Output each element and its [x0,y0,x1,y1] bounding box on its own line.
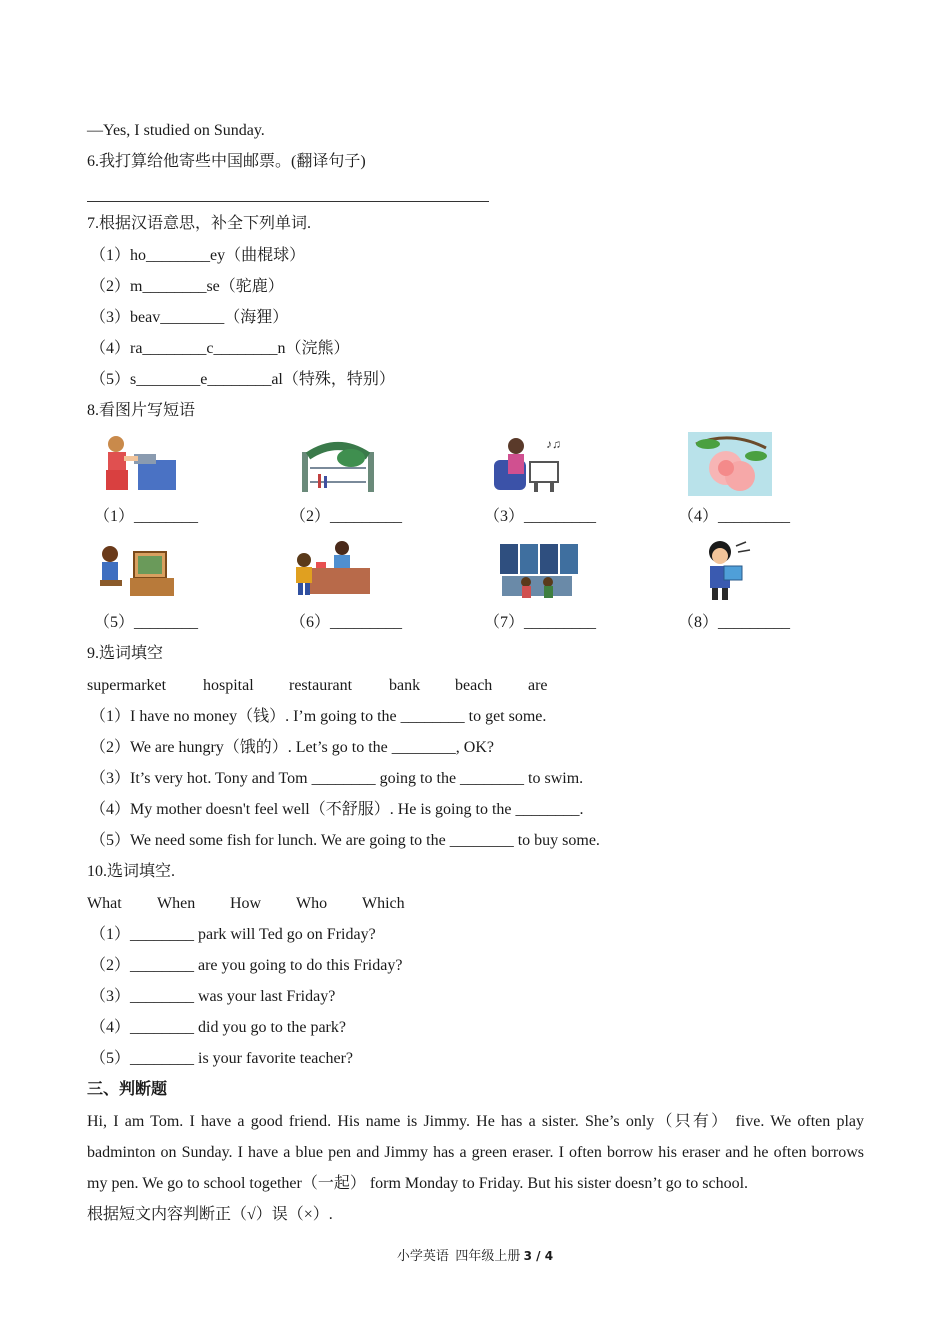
section-heading: 三、判断题 [87,1081,168,1098]
q10-word-option: Who [296,895,328,912]
q8-answer-blank[interactable]: （7）_________ [484,614,597,631]
boy-reading-icon [690,536,780,606]
q10-word-option: When [157,895,196,912]
q9-item: （5）We need some fish for lunch. We are going to the ________ to buy some. [90,832,600,849]
q7-item: （3）beav________（海狸） [90,309,289,326]
q6-answer-line[interactable] [87,201,489,202]
boy-watching-tv-icon [94,536,184,606]
peach-icon [686,430,776,500]
footer-subject: 小学英语 四年级上册 [396,1248,524,1263]
q8-answer-blank[interactable]: （3）_________ [484,508,597,525]
q10-item: （4）________ did you go to the park? [90,1019,346,1036]
q8-title: 8.看图片写短语 [87,402,196,419]
zoo-gate-icon [296,432,386,502]
q8-answer-blank[interactable]: （5）________ [94,614,199,631]
q6-question: 6.我打算给他寄些中国邮票。(翻译句子) [87,153,366,170]
q7-title: 7.根据汉语意思，补全下列单词. [87,215,312,232]
q8-answer-blank[interactable]: （2）_________ [290,508,403,525]
q9-word-option: restaurant [289,677,353,694]
q9-word-option: bank [389,677,421,694]
passage-line: Hi, I am Tom. I have a good friend. His name is Jimmy. He has a sister. She’s only（只有） five. We often play [87,1113,864,1130]
judgement-instruction: 根据短文内容判断正（√）误（×）. [87,1206,333,1223]
q5-answer-line: —Yes, I studied on Sunday. [87,122,265,139]
q9-item: （3）It’s very hot. Tony and Tom ________ going to the ________ to swim. [90,770,584,787]
q7-item: （4）ra________c________n（浣熊） [90,340,350,357]
q9-word-option: beach [455,677,493,694]
q8-answer-blank[interactable]: （4）_________ [678,508,791,525]
boy-at-shop-counter-icon [290,536,380,606]
q9-item: （1）I have no money（钱）. I’m going to the ________ to get some. [90,708,547,725]
q9-word-option: are [528,677,548,694]
q10-item: （3）________ was your last Friday? [90,988,336,1005]
passage-line: my pen. We go to school together（一起） form Monday to Friday. But his sister doesn’t go to school. [87,1175,749,1192]
q8-answer-blank[interactable]: （8）_________ [678,614,791,631]
q10-word-option: How [230,895,262,912]
q9-word-option: supermarket [87,677,167,694]
q8-answer-blank[interactable]: （1）________ [94,508,199,525]
q10-word-option: What [87,895,122,912]
cinema-ticket-office-icon [496,536,586,606]
q10-item: （5）________ is your favorite teacher? [90,1050,354,1067]
q10-item: （2）________ are you going to do this Friday? [90,957,403,974]
svg-text:♪♫: ♪♫ [546,437,561,451]
q9-word-option: hospital [203,677,254,694]
q8-answer-blank[interactable]: （6）_________ [290,614,403,631]
q7-item: （5）s________e________al（特殊，特别） [90,371,395,388]
girl-at-computer-icon [98,430,188,500]
page-number: 3 / 4 [523,1249,554,1263]
q9-title: 9.选词填空 [87,645,164,662]
q9-item: （2）We are hungry（饿的）. Let’s go to the ________, OK? [90,739,494,756]
q10-word-option: Which [362,895,405,912]
q7-item: （2）m________se（驼鹿） [90,278,284,295]
q10-item: （1）________ park will Ted go on Friday? [90,926,376,943]
girl-listening-music-icon [488,430,578,500]
q10-title: 10.选词填空. [87,863,176,880]
passage-line: badminton on Sunday. I have a blue pen and Jimmy has a green eraser. I often borrow his eraser and he often borrows [87,1144,864,1161]
q9-item: （4）My mother doesn't feel well（不舒服）. He is going to the ________. [90,801,584,818]
page-footer [0,1247,950,1265]
q7-item: （1）ho________ey（曲棍球） [90,247,306,264]
